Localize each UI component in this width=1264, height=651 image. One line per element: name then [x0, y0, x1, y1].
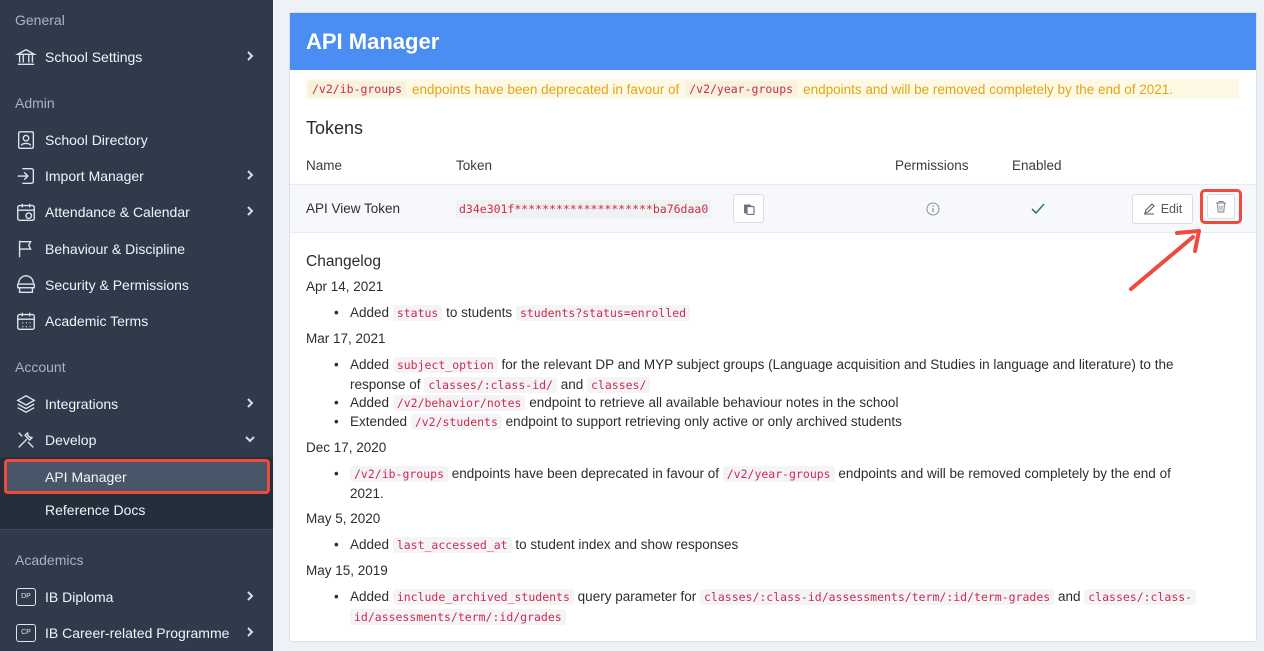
tools-icon: [15, 429, 37, 451]
sidebar-item-ib-diploma[interactable]: [0, 580, 273, 614]
sidebar-item-import-manager[interactable]: [0, 159, 273, 193]
chevron-right-icon: [243, 625, 257, 639]
text: endpoint to support retrieving only active or only archived students: [505, 414, 902, 429]
layers-icon: [15, 393, 37, 415]
copy-token-button[interactable]: [733, 194, 764, 223]
text: response of: [350, 377, 421, 392]
calendar-icon: [15, 201, 37, 223]
sidebar-item-school-settings[interactable]: [0, 40, 273, 74]
page-title: API Manager: [290, 13, 1256, 70]
edit-token-button[interactable]: [1132, 194, 1193, 224]
sidebar-item-academic-terms[interactable]: [0, 304, 273, 338]
list-item: [350, 412, 1230, 432]
sidebar-item-ib-career[interactable]: [0, 616, 273, 650]
pencil-icon: [1143, 203, 1155, 215]
sidebar-item-label: Import Manager: [45, 168, 144, 184]
text: to student index and show responses: [515, 537, 739, 552]
text: to students: [446, 305, 513, 320]
text: Added: [350, 305, 390, 320]
changelog-date: Dec 17, 2020: [306, 440, 387, 455]
list-item: [350, 535, 1230, 555]
list-item: [350, 464, 1230, 503]
directory-icon: [15, 129, 37, 151]
text: Added: [350, 589, 390, 604]
list-item: [350, 355, 1230, 395]
flag-icon: [15, 238, 37, 260]
text: Added: [350, 395, 390, 410]
sidebar-item-label: Attendance & Calendar: [45, 204, 190, 220]
tokens-heading: Tokens: [306, 118, 364, 138]
sidebar-item-label: Security & Permissions: [45, 277, 189, 293]
code-snippet: /v2/year-groups: [685, 81, 797, 97]
deprecation-notice: [306, 79, 1239, 99]
list-item: [350, 393, 1230, 413]
code-snippet: /v2/students: [411, 414, 502, 430]
chevron-right-icon: [243, 396, 257, 410]
code-snippet: classes/:class-id/assessments/term/:id/term-grades: [700, 589, 1054, 605]
sidebar-item-attendance-calendar[interactable]: [0, 195, 273, 229]
chevron-down-icon: [243, 432, 257, 446]
sidebar-item-label: Integrations: [45, 396, 119, 412]
column-header-name: Name: [306, 158, 343, 173]
sidebar-divider: [0, 529, 273, 530]
code-snippet: classes/: [587, 377, 650, 393]
chevron-right-icon: [243, 168, 257, 182]
trash-icon: [1215, 200, 1227, 213]
annotation-arrow: [1125, 223, 1205, 293]
list-item: [350, 303, 1230, 323]
sidebar-item-integrations[interactable]: [0, 387, 273, 421]
code-snippet: classes/:class-: [1084, 589, 1196, 605]
code-snippet: /v2/behavior/notes: [393, 395, 526, 411]
text: and: [560, 377, 584, 392]
sidebar-item-label: Behaviour & Discipline: [45, 241, 186, 257]
delete-highlight: [1200, 189, 1242, 224]
changelog-date: Mar 17, 2021: [306, 331, 386, 346]
section-title-admin: Admin: [15, 95, 55, 111]
sidebar-item-label: IB Diploma: [45, 589, 114, 605]
code-snippet: students?status=enrolled: [516, 305, 690, 321]
column-header-token: Token: [456, 158, 493, 173]
list-item: [350, 587, 1230, 627]
text: Extended: [350, 414, 408, 429]
dp-badge-icon: DP: [15, 586, 37, 608]
code-snippet: id/assessments/term/:id/grades: [350, 609, 566, 625]
text: for the relevant DP and MYP subject groups (Language acquisition and Studies in language and literature) to the: [501, 357, 1174, 372]
sidebar-item-label: IB Career-related Programme: [45, 625, 230, 641]
info-icon[interactable]: [926, 202, 940, 216]
text: endpoints have been deprecated in favour of: [451, 466, 719, 481]
clipboard-icon: [743, 203, 755, 215]
notice-text: endpoints have been deprecated in favour of: [412, 81, 680, 97]
cp-badge-icon: CP: [15, 622, 37, 644]
text: query parameter for: [577, 589, 697, 604]
text: Added: [350, 537, 390, 552]
sidebar-item-label: School Settings: [45, 49, 143, 65]
calendar-grid-icon: [15, 310, 37, 332]
sidebar-item-api-manager[interactable]: API Manager: [4, 459, 270, 494]
code-snippet: status: [393, 305, 443, 321]
import-icon: [15, 165, 37, 187]
token-value: d34e301f********************ba76daa0: [456, 200, 711, 218]
sidebar-item-label: School Directory: [45, 132, 148, 148]
section-title-account: Account: [15, 359, 66, 375]
section-title-academics: Academics: [15, 552, 84, 568]
school-building-icon: [15, 46, 37, 68]
column-header-enabled: Enabled: [1012, 158, 1062, 173]
code-snippet: subject_option: [393, 357, 498, 373]
section-title-general: General: [15, 12, 65, 28]
sidebar-item-school-directory[interactable]: [0, 123, 273, 157]
delete-token-button[interactable]: [1207, 194, 1235, 219]
changelog-date: Apr 14, 2021: [306, 279, 384, 294]
text: and: [1057, 589, 1081, 604]
chevron-right-icon: [243, 204, 257, 218]
changelog-date: May 5, 2020: [306, 511, 381, 526]
sidebar-item-security-permissions[interactable]: [0, 268, 273, 302]
notice-text: endpoints and will be removed completely by the end of 2021.: [803, 81, 1174, 97]
code-snippet: last_accessed_at: [393, 537, 512, 553]
text: endpoint to retrieve all available behaviour notes in the school: [529, 395, 899, 410]
text: Added: [350, 357, 390, 372]
token-name: API View Token: [306, 201, 401, 216]
chevron-right-icon: [243, 49, 257, 63]
changelog-date: May 15, 2019: [306, 563, 388, 578]
table-row: [290, 185, 1256, 233]
sidebar-item-label: Academic Terms: [45, 313, 149, 329]
check-icon: [1030, 202, 1046, 216]
api-manager-card: [289, 12, 1257, 642]
code-snippet: /v2/ib-groups: [350, 466, 448, 482]
text: endpoints and will be removed completely by the end of: [838, 466, 1171, 481]
sidebar-item-reference-docs[interactable]: Reference Docs: [45, 502, 146, 518]
security-icon: [15, 274, 37, 296]
column-header-permissions: Permissions: [895, 158, 969, 173]
sidebar-item-behaviour-discipline[interactable]: [0, 232, 273, 266]
sidebar-item-label: Develop: [45, 432, 97, 448]
code-snippet: classes/:class-id/: [424, 377, 557, 393]
chevron-right-icon: [243, 589, 257, 603]
code-snippet: /v2/ib-groups: [308, 81, 406, 97]
edit-label: Edit: [1160, 202, 1183, 216]
code-snippet: /v2/year-groups: [723, 466, 835, 482]
code-snippet: include_archived_students: [393, 589, 574, 605]
changelog-heading: Changelog: [306, 253, 381, 270]
text: 2021.: [350, 486, 384, 501]
sidebar-item-develop[interactable]: [0, 423, 273, 457]
sidebar: [0, 0, 273, 651]
